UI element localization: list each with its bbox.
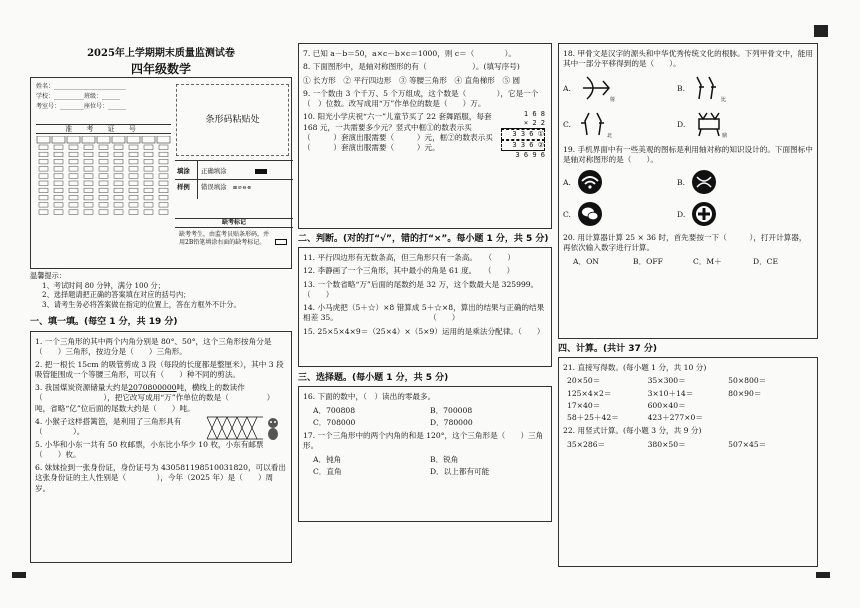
- admission-digit-box: [97, 136, 110, 143]
- admission-bubble: [39, 167, 48, 172]
- section-4-title: 四、计算。(共计 37 分): [558, 344, 658, 354]
- calc-22: 22. 用竖式计算。(每小题 3 分，共 9 分): [563, 426, 702, 436]
- admission-bubble: [39, 195, 48, 200]
- admission-digit-box: [82, 136, 95, 143]
- admission-bubble: [69, 167, 78, 172]
- admission-bubble: [54, 159, 63, 164]
- calc-row-3: 17×40＝ 600×40＝: [567, 400, 686, 410]
- question-8: 8. 下面图形中，是轴对称图形的有（ ）。(填写序号): [303, 62, 520, 72]
- admission-bubble: [69, 159, 78, 164]
- oracle-char-d: [691, 109, 791, 142]
- icon-row-1: A. B.: [563, 169, 813, 198]
- question-7: 7. 已知 a－b＝50，a×c－b×c＝1000，则 c＝（ ）。: [303, 49, 517, 58]
- fence-monkey-figure: [205, 413, 285, 443]
- admission-bubble: [84, 152, 93, 157]
- question-5: 5. 小华和小东一共有 50 枚邮票，小东比小华少 10 枚，小东有邮票（ ）枚。: [35, 439, 264, 460]
- admission-bubble: [54, 152, 63, 157]
- admission-bubble: [159, 195, 168, 200]
- admission-bubble: [69, 210, 78, 215]
- correct-fill-sample: [255, 169, 267, 174]
- admission-bubble: [99, 167, 108, 172]
- admission-bubble: [159, 145, 168, 150]
- oracle-char-a: [577, 73, 677, 106]
- svg-text:比: 比: [721, 96, 727, 103]
- admission-bubble: [39, 203, 48, 208]
- choice-16-options-row-1: A．700808 B．700008: [313, 405, 473, 415]
- admission-bubble: [84, 181, 93, 186]
- admission-bubble: [129, 210, 138, 215]
- icon-row-2: C. D.: [563, 201, 813, 230]
- admission-bubble: [84, 203, 93, 208]
- admission-bubble: [69, 181, 78, 186]
- question-6: 6. 妹妹捡到一张身份证，身份证号为 430581198510031820，可以看出这张身份证的主人性别是（ ），今年（2025 年）是（ ）周岁。: [35, 463, 286, 493]
- vertical-multiplication: 1 6 8 × 2 2 3 3 6 ① 3 3 6 ② 3 6 9 6: [501, 110, 545, 160]
- admission-bubble: [54, 195, 63, 200]
- admission-bubble: [159, 210, 168, 215]
- legend-label-2: 样例: [177, 183, 190, 191]
- tip-item: 2、选择题请把正确的答案填在对应的括号内；: [42, 290, 191, 299]
- admission-bubble: [129, 167, 138, 172]
- tip-item: 1、考试时间 80 分钟，满分 100 分；: [42, 280, 165, 290]
- admission-bubble: [129, 203, 138, 208]
- question-9: 9. 一个数由 3 个千万、5 个万组成，这个数是（ ），它是一个（ ）位数。改写成用“万”作单位的数是（ ）万。: [303, 88, 539, 108]
- admission-bubble: [144, 203, 153, 208]
- admission-bubble: [114, 167, 123, 172]
- wrong-fill-sample: ⊠⊘⊖⊗: [233, 185, 252, 191]
- missing-mark-title: 缺考标记: [175, 219, 293, 228]
- svg-text:鼎: 鼎: [722, 132, 728, 139]
- admission-digit-box: [157, 136, 170, 143]
- fill-legend: [175, 160, 293, 218]
- tips-title: 温馨提示：: [30, 271, 66, 280]
- question-8-options: ① 长方形 ② 平行四边形 ③ 等腰三角形 ④ 直角梯形 ⑤ 圆: [303, 75, 521, 85]
- column-3-choice-box: [558, 43, 818, 339]
- admission-bubble: [54, 188, 63, 193]
- admission-bubble: [54, 174, 63, 179]
- admission-bubble: [99, 203, 108, 208]
- oracle-char-c: [577, 109, 677, 142]
- admission-bubble: [84, 188, 93, 193]
- section-3-box: [298, 386, 552, 522]
- question-1: 1. 一个三角形的其中两个内角分别是 80°、50°，这个三角形按角分是（ ）三角形，按边分是（ ）三角形。: [35, 336, 272, 357]
- admission-bubble: [99, 159, 108, 164]
- legend-divider: [197, 161, 198, 199]
- admission-bubble: [114, 188, 123, 193]
- admission-bubble: [54, 210, 63, 215]
- admission-bubble: [99, 152, 108, 157]
- registration-mark-bottom-left: [12, 572, 26, 578]
- admission-bubble: [39, 188, 48, 193]
- section-4-box: [558, 357, 818, 567]
- question-3: 3. 我国煤炭资源储量大约是2070800000吨，横线上的数读作（ ），把它改写成用“万”作单位的数是（ ）吨，省略“亿”位后面的尾数大约是（ ）吨。: [35, 383, 275, 413]
- missing-mark-text: 缺考考生，由监考员贴条形码，并用2B铅笔填涂右面的缺考标记。: [179, 231, 270, 246]
- missing-mark-box[interactable]: [275, 239, 287, 245]
- judge-15: 15. 25×5×4×9＝（25×4）×（5×9）运用的是乘法分配律。（ ）: [303, 326, 545, 336]
- admission-bubble: [99, 195, 108, 200]
- admission-bubble: [39, 145, 48, 150]
- admission-bubble: [159, 159, 168, 164]
- mobile-network-icon: [691, 169, 791, 198]
- frame-1: 3 3 6 ①: [501, 129, 545, 140]
- admission-bubble: [129, 195, 138, 200]
- choice-17: 17. 一个三角形中的两个内角的和是 120°，这个三角形是（ ）三角形。: [303, 431, 544, 451]
- admission-bubble: [159, 167, 168, 172]
- chat-icon: [577, 201, 677, 230]
- wifi-icon: [577, 169, 677, 198]
- admission-number-title: 准 考 证 号: [36, 124, 171, 134]
- admission-bubble: [69, 152, 78, 157]
- judge-12: 12. 李静画了一个三角形，其中最小的角是 61 度。 （ ）: [303, 266, 515, 276]
- name-field[interactable]: 姓名：________________________: [36, 83, 127, 90]
- admission-bubble: [84, 195, 93, 200]
- column-2: [298, 43, 552, 569]
- admission-bubble: [69, 188, 78, 193]
- admission-bubble: [114, 145, 123, 150]
- admission-bubble: [84, 210, 93, 215]
- admission-bubble: [159, 188, 168, 193]
- admission-bubble: [129, 152, 138, 157]
- plus-icon: [691, 201, 791, 230]
- legend-hline: [175, 179, 293, 180]
- admission-digit-box: [127, 136, 140, 143]
- admission-bubble: [69, 195, 78, 200]
- admission-bubble: [54, 145, 63, 150]
- admission-bubble: [114, 181, 123, 186]
- column-2-fill-box: [298, 43, 552, 229]
- admission-bubble: [159, 181, 168, 186]
- admission-digit-box: [52, 136, 65, 143]
- admission-bubble: [114, 174, 123, 179]
- correct-fill-label: 正确填涂: [201, 167, 227, 175]
- admission-bubble: [144, 167, 153, 172]
- column-1: [30, 43, 292, 569]
- choice-19: 19. 手机界面中有一些美观的图标是利用轴对称的知识设计的。下面图标中是轴对称图形的是（ ）。: [563, 145, 813, 165]
- admission-bubble: [69, 203, 78, 208]
- question-10: 10. 阳光小学庆祝“六一”儿童节买了 22 套舞蹈服，每套 168 元，一共需要多少元？竖式中框①的数表示买（ ）套演出服需要（ ）元，框②的数表示买（ ）套演出服需要（ ）元。 1 6 8 × 2 2 3 3 6 ① 3 3 6 ② 3 6 9 6: [303, 110, 545, 160]
- calc-row-1: 20×50＝ 35×300＝ 50×800＝: [567, 376, 767, 386]
- calc-21: 21. 直接写得数。(每小题 1 分，共 10 分): [563, 363, 707, 373]
- choice-16: 16. 下面的数中，（ ）读出的零最多。: [303, 392, 436, 402]
- admission-bubble: [84, 174, 93, 179]
- admission-bubble: [39, 181, 48, 186]
- admission-bubble: [114, 203, 123, 208]
- exam-subject: 四年级数学: [130, 61, 191, 76]
- admission-bubble: [129, 159, 138, 164]
- admission-bubble: [129, 181, 138, 186]
- admission-bubble: [54, 181, 63, 186]
- choice-20-options: A．ON B．OFF C．M＋ D．CE: [573, 256, 779, 266]
- judge-13: 13. 一个数省略“万”后面的尾数约是 32 万，这个数最大是 325999。（ ）: [303, 279, 539, 299]
- oracle-char-b: [691, 73, 791, 106]
- column-3: [558, 43, 818, 569]
- admission-bubble: [99, 210, 108, 215]
- admission-bubble: [129, 145, 138, 150]
- admission-bubble: [159, 152, 168, 157]
- frame-2: 3 3 6 ②: [501, 140, 545, 151]
- admission-bubble: [69, 174, 78, 179]
- svg-text:射: 射: [610, 96, 616, 103]
- admission-bubble: [129, 174, 138, 179]
- admission-bubble: [54, 203, 63, 208]
- admission-bubble: [84, 145, 93, 150]
- judge-14: 14. 小马虎把（5＋☆）×8 错算成 5＋☆×8，算出的结果与正确的结果相差 35。 （ ）: [303, 303, 545, 323]
- admission-digit-box: [142, 136, 155, 143]
- admission-bubble: [144, 195, 153, 200]
- admission-bubble: [114, 159, 123, 164]
- oracle-row-2: C. 北 D. 鼎: [563, 109, 813, 142]
- oracle-row-1: A. 射 B. 比: [563, 73, 813, 106]
- admission-bubble: [144, 188, 153, 193]
- choice-16-options-row-2: C．708000 D．780000: [313, 417, 473, 427]
- choice-20: 20. 用计算器计算 25 × 36 时，首先要按一下（ ），打开计算器，再依次输入数字进行计算。: [563, 233, 807, 253]
- admission-digit-box: [37, 136, 50, 143]
- admission-bubble: [39, 159, 48, 164]
- admission-bubble: [54, 167, 63, 172]
- svg-text:北: 北: [607, 132, 613, 139]
- tips-section: [30, 271, 292, 309]
- section-1-title: 一、填一填。(每空 1 分，共 19 分): [30, 317, 178, 327]
- section-1-box: [30, 331, 292, 563]
- section-2-box: [298, 247, 552, 367]
- seat-field[interactable]: 考室号：________座位号：______: [36, 102, 127, 110]
- admission-bubble: [99, 174, 108, 179]
- calc-row-4: 58＋25＋42＝ 423＋277×0＝: [567, 413, 703, 423]
- section-fill-in: [30, 316, 292, 569]
- school-field[interactable]: 学校：__________班级：______: [36, 92, 121, 100]
- choice-18: 18. 甲骨文是汉字的源头和中华优秀传统文化的根脉。下列甲骨文中，能用其中一部分平移得到的是（ ）。: [563, 49, 813, 69]
- admission-bubble: [144, 210, 153, 215]
- section-3-title: 三、选择题。(每小题 1 分，共 5 分): [298, 373, 449, 384]
- missing-mark-section: [175, 218, 293, 268]
- wrong-fill-label: 错误填涂: [201, 183, 227, 191]
- choice-17-options-row-2: C．直角 D．以上都有可能: [313, 466, 490, 476]
- admission-bubble: [159, 174, 168, 179]
- admission-number-grid[interactable]: [36, 136, 171, 218]
- admission-bubble: [99, 188, 108, 193]
- registration-mark-top-right: [814, 25, 828, 37]
- admission-bubble: [144, 174, 153, 179]
- admission-bubble: [144, 152, 153, 157]
- calc-row-2: 125×4×2＝ 3×10＋14＝ 80×90＝: [567, 388, 762, 398]
- admission-bubble: [69, 145, 78, 150]
- question-2: 2. 把一根长 15cm 的吸管剪成 3 段（每段的长度都是整厘米），其中 3 段吸管能围成一个等腰三角形，可以有（ ）种不同的剪法。: [35, 360, 284, 380]
- exam-title: 2025年上学期期末质量监测试卷: [87, 48, 235, 59]
- vertical-calc-row: 35×286＝ 380×50＝ 507×45＝: [567, 439, 767, 449]
- admission-bubble: [114, 195, 123, 200]
- admission-bubble: [129, 188, 138, 193]
- question-4: 4. 小猴子这样搭篱笆，是利用了三角形具有（ ）。: [35, 417, 287, 438]
- tip-item: 3、请考生务必将答案做在指定的位置上，答在方框外不计分。: [42, 299, 241, 309]
- admission-digit-box: [67, 136, 80, 143]
- student-info-fields: [36, 82, 171, 111]
- choice-17-options-row-1: A．钝角 B．锐角: [313, 454, 459, 464]
- admission-bubble: [144, 145, 153, 150]
- admission-bubble: [39, 210, 48, 215]
- admission-bubble: [114, 210, 123, 215]
- admission-bubble: [39, 152, 48, 157]
- barcode-area: 条形码粘贴处: [176, 84, 289, 156]
- admission-bubble: [159, 203, 168, 208]
- registration-mark-bottom-right: [816, 572, 830, 578]
- admission-bubble: [144, 159, 153, 164]
- admission-bubble: [99, 181, 108, 186]
- section-2-title: 二、判断。(对的打“√”，错的打“×”。每小题 1 分，共 5 分): [298, 234, 549, 244]
- judge-11: 11. 平行四边形有无数条高，但三角形只有一条高。 （ ）: [303, 253, 515, 263]
- admission-bubble: [84, 159, 93, 164]
- admission-bubble: [99, 145, 108, 150]
- admission-bubble: [39, 174, 48, 179]
- legend-label-1: 填涂: [177, 167, 190, 175]
- admission-bubble: [144, 181, 153, 186]
- admission-digit-box: [112, 136, 125, 143]
- student-info-box: [30, 77, 292, 269]
- admission-bubble: [84, 167, 93, 172]
- admission-bubble: [114, 152, 123, 157]
